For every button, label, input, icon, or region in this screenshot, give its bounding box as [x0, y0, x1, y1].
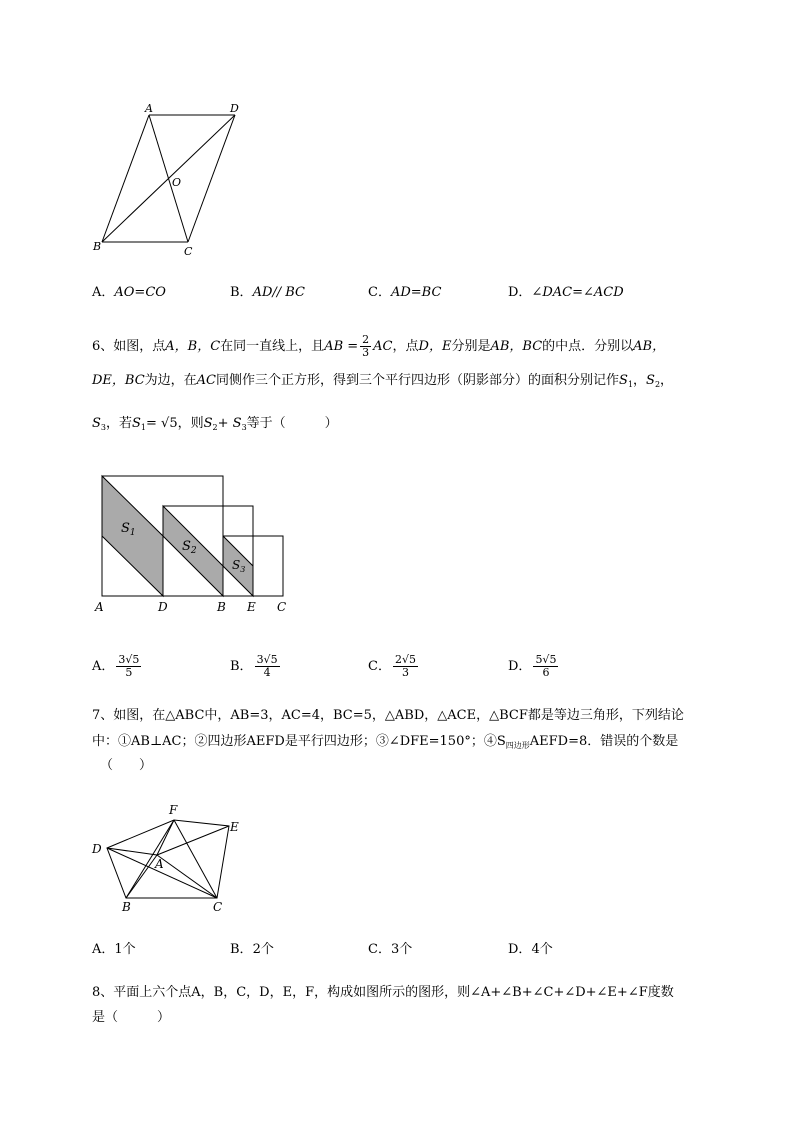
- parallelogram-figure: [88, 100, 258, 260]
- label-B: B: [122, 900, 131, 914]
- q7-option-a: A．1个: [92, 942, 136, 957]
- label-C: C: [277, 600, 287, 614]
- label-F: F: [169, 803, 178, 817]
- q6-line-1: 6、如图，点A，B，C在同一直线上，且AB = $\frac{2}{3}$ AC，点D，E分别是AB，BC的中点．分别以AB，: [92, 333, 666, 359]
- q6-line-3: $S_3$，若$S_1= √5$，则$S_2+ S_3$等于（ ）: [92, 416, 338, 432]
- label-S1: $S_1$: [121, 521, 136, 538]
- label-A: A: [95, 600, 104, 614]
- label-C: C: [213, 900, 223, 914]
- q6-option-a: A． $\frac{3√5}{5}$: [92, 653, 140, 679]
- q6-option-c: C． $\frac{2√5}{3}$: [368, 653, 416, 679]
- q6-option-d: D． $\frac{5√5}{6}$: [508, 653, 557, 679]
- triangles-figure: [88, 800, 258, 920]
- q7-line-3: （ ）: [100, 758, 153, 773]
- label-C: C: [184, 245, 193, 258]
- q5-option-b: B．AD// BC: [230, 285, 306, 300]
- q5-option-d: D．∠DAC=∠ACD: [508, 285, 624, 300]
- fraction-two-thirds: $\frac{2}{3}$: [362, 333, 370, 359]
- label-D: D: [92, 842, 102, 856]
- q7-option-b: B．2个: [230, 942, 274, 957]
- q7-line-1: 7、如图，在△ABC中，AB=3，AC=4，BC=5，△ABD，△ACE，△BCF都是等边三角形，下列结论: [92, 708, 684, 723]
- q6-option-b: B． $\frac{3√5}{4}$: [230, 653, 278, 679]
- q5-option-c: C．AD=BC: [368, 285, 442, 300]
- label-S2: $S_2$: [182, 539, 197, 556]
- q6-line-2: DE，BC为边，在AC同侧作三个正方形，得到三个平行四边形（阴影部分）的面积分别记作$S_1$，$S_2$，: [92, 373, 674, 389]
- label-D: D: [158, 600, 168, 614]
- label-E: E: [247, 600, 256, 614]
- label-S3: $S_3$: [232, 558, 246, 574]
- label-B: B: [217, 600, 226, 614]
- label-B: B: [93, 240, 102, 253]
- q8-line-1: 8、平面上六个点A，B，C，D，E，F，构成如图所示的图形，则∠A+∠B+∠C+∠D+∠E+∠F度数: [92, 985, 674, 1000]
- q7-line-2: 中：①AB⊥AC；②四边形AEFD是平行四边形；③∠DFE=150°；$④S_{四边形}AEFD=8$．错误的个数是: [92, 734, 679, 750]
- q5-option-a: A．AO=CO: [92, 285, 166, 300]
- label-E: E: [230, 820, 239, 834]
- q7-option-c: C．3个: [368, 942, 413, 957]
- squares-figure: [88, 468, 298, 618]
- q8-line-2: 是（ ）: [92, 1010, 171, 1025]
- label-D: D: [230, 102, 239, 115]
- label-O: O: [172, 176, 182, 189]
- q7-option-d: D．4个: [508, 942, 553, 957]
- label-A: A: [145, 102, 153, 115]
- label-A: A: [155, 857, 164, 871]
